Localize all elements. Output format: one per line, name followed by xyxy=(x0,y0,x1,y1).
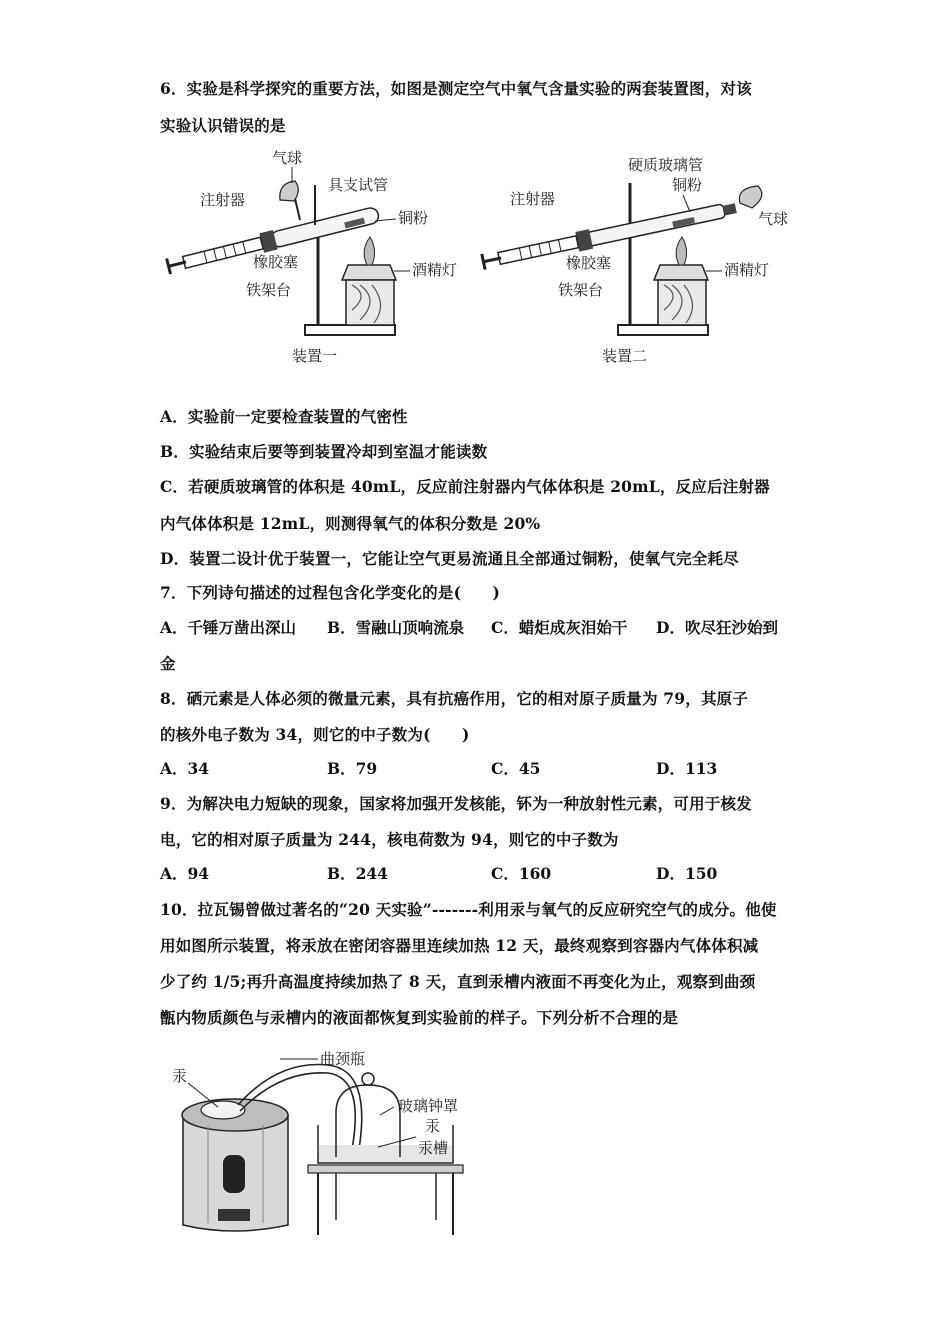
table-top xyxy=(308,1165,463,1173)
q9-option-b: B．244 xyxy=(327,864,388,883)
fig1-lamp-label: 酒精灯 xyxy=(412,261,458,279)
apparatus-two-figure xyxy=(478,148,798,370)
fig2-caption: 装置二 xyxy=(602,347,648,365)
fig1-balloon-label: 气球 xyxy=(272,149,303,167)
syringe-plunger xyxy=(483,258,501,262)
syringe-barrel xyxy=(183,237,264,268)
q10-stem-line1: 10．拉瓦锡曾做过著名的“20 天实验”-------利用汞与氧气的反应研究空气的成分。他使 xyxy=(160,900,777,919)
flame xyxy=(364,237,374,265)
q8-option-c: C．45 xyxy=(491,759,541,778)
q7-stem: 7．下列诗句描述的过程包含化学变化的是( ) xyxy=(160,583,501,602)
flame xyxy=(676,237,686,265)
fig2-glass-tube-label: 硬质玻璃管 xyxy=(628,156,704,174)
fig2-balloon-label: 气球 xyxy=(758,210,789,228)
q6-option-a: A．实验前一定要检查装置的气密性 xyxy=(160,407,408,426)
lamp-top xyxy=(654,265,708,280)
q8-option-d: D．113 xyxy=(656,759,718,778)
q6-option-c-line2: 内气体体积是 12mL，则测得氧气的体积分数是 20% xyxy=(160,514,541,533)
q6-stem-line1: 6．实验是科学探究的重要方法，如图是测定空气中氧气含量实验的两套装置图，对该 xyxy=(160,79,752,98)
q7-option-d-cont: 金 xyxy=(160,654,176,673)
q9-stem-line1: 9．为解决电力短缺的现象，国家将加强开发核能，钚为一种放射性元素，可用于核发 xyxy=(160,794,752,813)
fig1-syringe-label: 注射器 xyxy=(200,191,246,209)
q9-stem-line2: 电，它的相对原子质量为 244，核电荷数为 94，则它的中子数为 xyxy=(160,830,619,849)
mercury-label: 汞 xyxy=(172,1067,188,1085)
q9-option-a: A．94 xyxy=(160,864,210,883)
bell-jar-label: 玻璃钟罩 xyxy=(398,1097,459,1115)
q7-option-c: C．蜡炬成灰泪始干 xyxy=(491,618,628,637)
q10-stem-line3: 少了约 1/5;再升高温度持续加热了 8 天，直到汞槽内液面不再变化为止，观察到曲颈 xyxy=(160,972,756,991)
q10-stem-line2: 用如图所示装置，将汞放在密闭容器里连续加热 12 天，最终观察到容器内气体体积减 xyxy=(160,936,759,955)
fig1-copper-label: 铜粉 xyxy=(398,209,429,227)
q8-stem-line2: 的核外电子数为 34，则它的中子数为( ) xyxy=(160,725,470,744)
furnace-vent xyxy=(218,1209,250,1221)
q8-option-a: A．34 xyxy=(160,759,210,778)
q6-option-b: B．实验结束后要等到装置冷却到室温才能读数 xyxy=(160,442,488,461)
fig2-copper-label: 铜粉 xyxy=(672,176,703,194)
q7-option-a: A．千锤万凿出深山 xyxy=(160,618,297,637)
side-tube xyxy=(269,206,380,248)
glass-tube xyxy=(586,204,726,247)
fig2-lamp-label: 酒精灯 xyxy=(724,261,770,279)
fig1-side-tube-label: 具支试管 xyxy=(328,176,389,194)
q8-option-b: B．79 xyxy=(327,759,378,778)
fig2-stopper-label: 橡胶塞 xyxy=(566,254,612,272)
stand-base xyxy=(618,325,708,335)
fig1-stand-label: 铁架台 xyxy=(246,281,292,299)
q6-option-c-line1: C．若硬质玻璃管的体积是 40mL，反应前注射器内气体体积是 20mL，反应后注射器 xyxy=(160,477,770,496)
fig1-stopper-label: 橡胶塞 xyxy=(253,253,299,271)
q10-stem-line4: 甑内物质颜色与汞槽内的液面都恢复到实验前的样子。下列分析不合理的是 xyxy=(160,1008,679,1027)
q9-option-d: D．150 xyxy=(656,864,718,883)
q6-option-d: D．装置二设计优于装置一，它能让空气更易流通且全部通过铜粉，使氧气完全耗尽 xyxy=(160,549,739,568)
fig2-syringe-label: 注射器 xyxy=(510,190,556,208)
q6-stem-line2: 实验认识错误的是 xyxy=(160,116,286,135)
mercury2-label: 汞 xyxy=(425,1117,441,1135)
fig2-stand-label: 铁架台 xyxy=(558,281,604,299)
q7-option-b: B．雪融山顶响流泉 xyxy=(327,618,465,637)
q9-option-c: C．160 xyxy=(491,864,552,883)
balloon-two xyxy=(739,186,761,208)
trough-label: 汞槽 xyxy=(418,1139,449,1157)
stand-base xyxy=(305,325,395,335)
lamp-top xyxy=(342,265,396,280)
balloon-one xyxy=(280,181,298,201)
fig1-caption: 装置一 xyxy=(292,347,338,365)
q7-option-d: D．吹尽狂沙始到 xyxy=(656,618,778,637)
furnace-door xyxy=(223,1155,245,1193)
retort-label: 曲颈瓶 xyxy=(320,1050,366,1068)
lavoisier-apparatus-figure xyxy=(168,1045,488,1240)
syringe-plunger xyxy=(169,262,186,266)
q8-stem-line1: 8．硒元素是人体必须的微量元素，具有抗癌作用，它的相对原子质量为 79，其原子 xyxy=(160,689,749,708)
apparatus-one-figure xyxy=(160,145,480,370)
